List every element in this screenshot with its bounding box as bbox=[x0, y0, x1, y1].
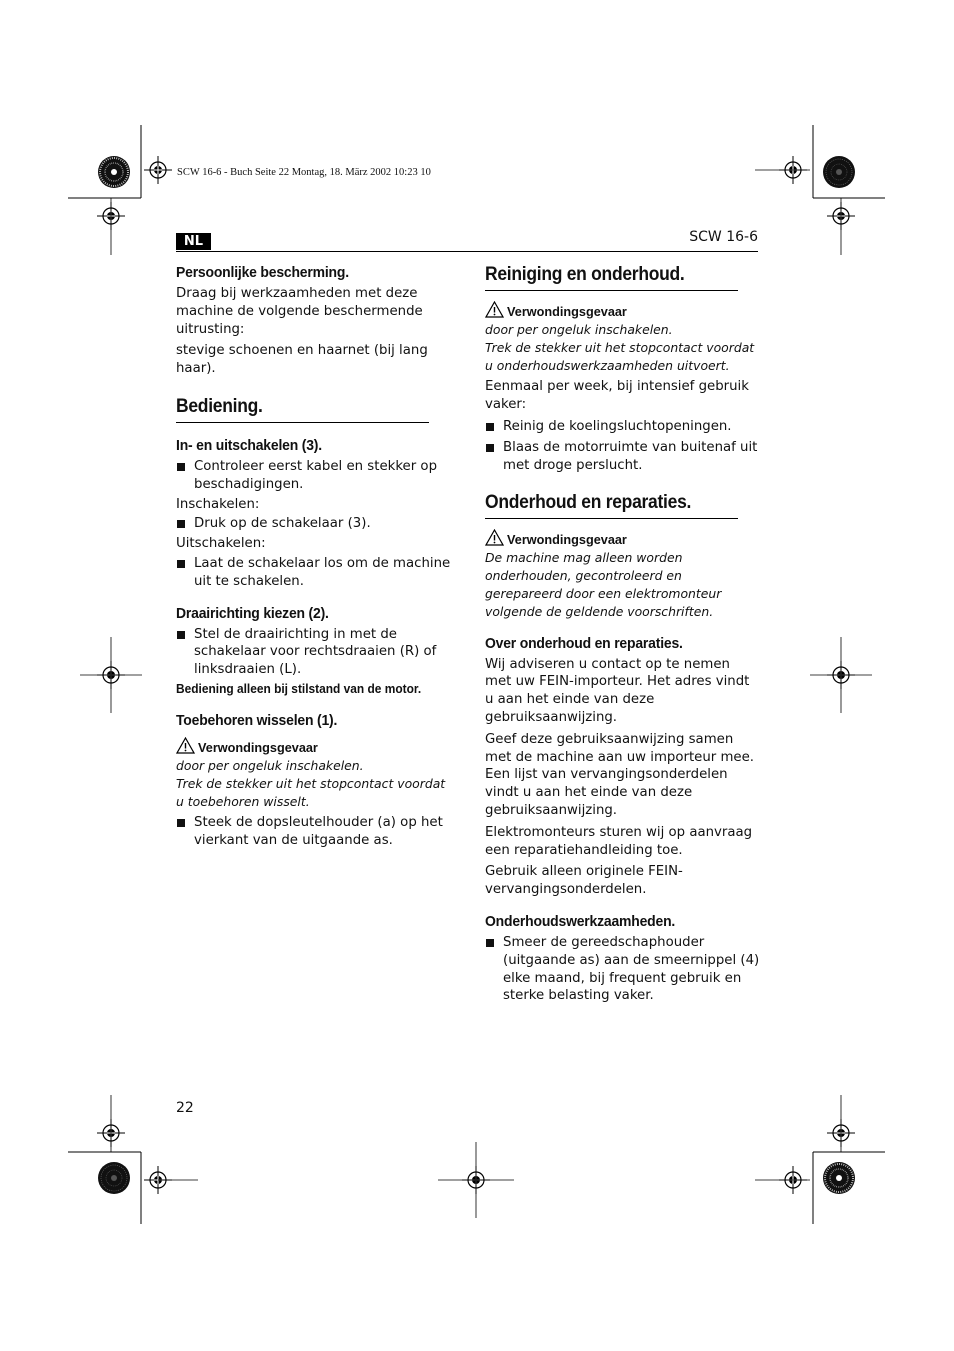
section-title-over-onderhoud: Over onderhoud en reparaties. bbox=[485, 634, 683, 652]
italic-text: Trek de stekker uit het stopcontact voordat u onderhoudswerkzaamheden uitvoert. bbox=[485, 339, 755, 373]
paragraph: Geef deze gebruiksaanwijzing samen met de machine aan uw importeur mee. Een lijst van vervangingsonderdelen vindt u aan het einde van deze gebruiksaanwijzing. bbox=[485, 731, 755, 818]
print-info-line: SCW 16-6 - Buch Seite 22 Montag, 18. März 2002 10:23 10 bbox=[177, 167, 431, 178]
italic-text: door per ongeluk inschakelen. bbox=[485, 322, 673, 337]
list-item: Stel de draairichting in met de schakelaar voor rechtsdraaien (R) of linksdraaien (L). bbox=[176, 626, 451, 679]
bullet-square-icon bbox=[177, 631, 185, 639]
bullet-square-icon bbox=[486, 444, 494, 452]
paragraph: stevige schoenen en haarnet (bij lang haar). bbox=[176, 343, 428, 377]
bullet-square-icon bbox=[177, 819, 185, 827]
heading-onderhoud: Onderhoud en reparaties. bbox=[485, 492, 738, 519]
language-badge: NL bbox=[176, 233, 211, 250]
warning-triangle-icon bbox=[485, 529, 504, 546]
section-title-onderhoudswerkzaamheden: Onderhoudswerkzaamheden. bbox=[485, 912, 676, 930]
italic-text: Trek de stekker uit het stopcontact voordat u toebehoren wisselt. bbox=[176, 775, 446, 809]
italic-text: De machine mag alleen worden onderhouden, gecontroleerd en gerepareerd door een elektromonteur volgende de geldende voorschriften. bbox=[485, 550, 722, 619]
italic-text: door per ongeluk inschakelen. bbox=[176, 757, 364, 773]
model-label: SCW 16-6 bbox=[689, 229, 758, 245]
paragraph: Eenmaal per week, bij intensief gebruik vaker: bbox=[485, 379, 749, 413]
warning-triangle-icon bbox=[176, 737, 195, 754]
warning-triangle-icon bbox=[485, 301, 504, 318]
list-item: Smeer de gereedschaphouder (uitgaande as) aan de smeernippel (4) elke maand, bij frequent gebruik en sterke belasting vaker. bbox=[485, 934, 760, 1005]
section-title-toebehoren: Toebehoren wisselen (1). bbox=[176, 711, 338, 729]
bullet-square-icon bbox=[177, 520, 185, 528]
list-item: Laat de schakelaar los om de machine uit te schakelen. bbox=[176, 555, 451, 591]
page-number: 22 bbox=[176, 1100, 194, 1116]
bullet-square-icon bbox=[486, 423, 494, 431]
list-item: Controleer eerst kabel en stekker op beschadigingen. bbox=[176, 458, 451, 494]
list-item: Steek de dopsleutelhouder (a) op het vierkant van de uitgaande as. bbox=[176, 814, 451, 850]
warning-label: Verwondingsgevaar bbox=[485, 301, 760, 321]
warning-label: Verwondingsgevaar bbox=[485, 529, 760, 549]
section-title-in-uitschakelen: In- en uitschakelen (3). bbox=[176, 436, 322, 454]
section-title-draairichting: Draairichting kiezen (2). bbox=[176, 604, 329, 622]
paragraph: Gebruik alleen originele FEIN-vervangingsonderdelen. bbox=[485, 864, 683, 898]
right-column bbox=[485, 264, 760, 1005]
paragraph: Elektromonteurs sturen wij op aanvraag een reparatiehandleiding toe. bbox=[485, 824, 753, 858]
paragraph: Draag bij werkzaamheden met deze machine de volgende beschermende uitrusting: bbox=[176, 286, 423, 337]
list-item: Reinig de koelingsluchtopeningen. bbox=[485, 418, 760, 436]
bullet-square-icon bbox=[486, 939, 494, 947]
bullet-square-icon bbox=[177, 463, 185, 471]
paragraph: Uitschakelen: bbox=[176, 536, 266, 552]
bold-note: Bediening alleen bij stilstand van de motor. bbox=[176, 681, 422, 696]
paragraph: Inschakelen: bbox=[176, 496, 260, 512]
section-title-persoonlijke: Persoonlijke bescherming. bbox=[176, 264, 349, 281]
heading-bediening: Bediening. bbox=[176, 396, 429, 423]
list-item: Blaas de motorruimte van buitenaf uit met droge perslucht. bbox=[485, 439, 760, 475]
list-item: Druk op de schakelaar (3). bbox=[176, 515, 451, 533]
heading-reiniging: Reiniging en onderhoud. bbox=[485, 264, 738, 291]
left-column bbox=[176, 264, 451, 850]
warning-label: Verwondingsgevaar bbox=[176, 737, 451, 757]
bullet-square-icon bbox=[177, 560, 185, 568]
paragraph: Wij adviseren u contact op te nemen met uw FEIN-importeur. Het adres vindt u aan het einde van deze gebruiksaanwijzing. bbox=[485, 656, 750, 725]
header-rule bbox=[176, 251, 758, 252]
